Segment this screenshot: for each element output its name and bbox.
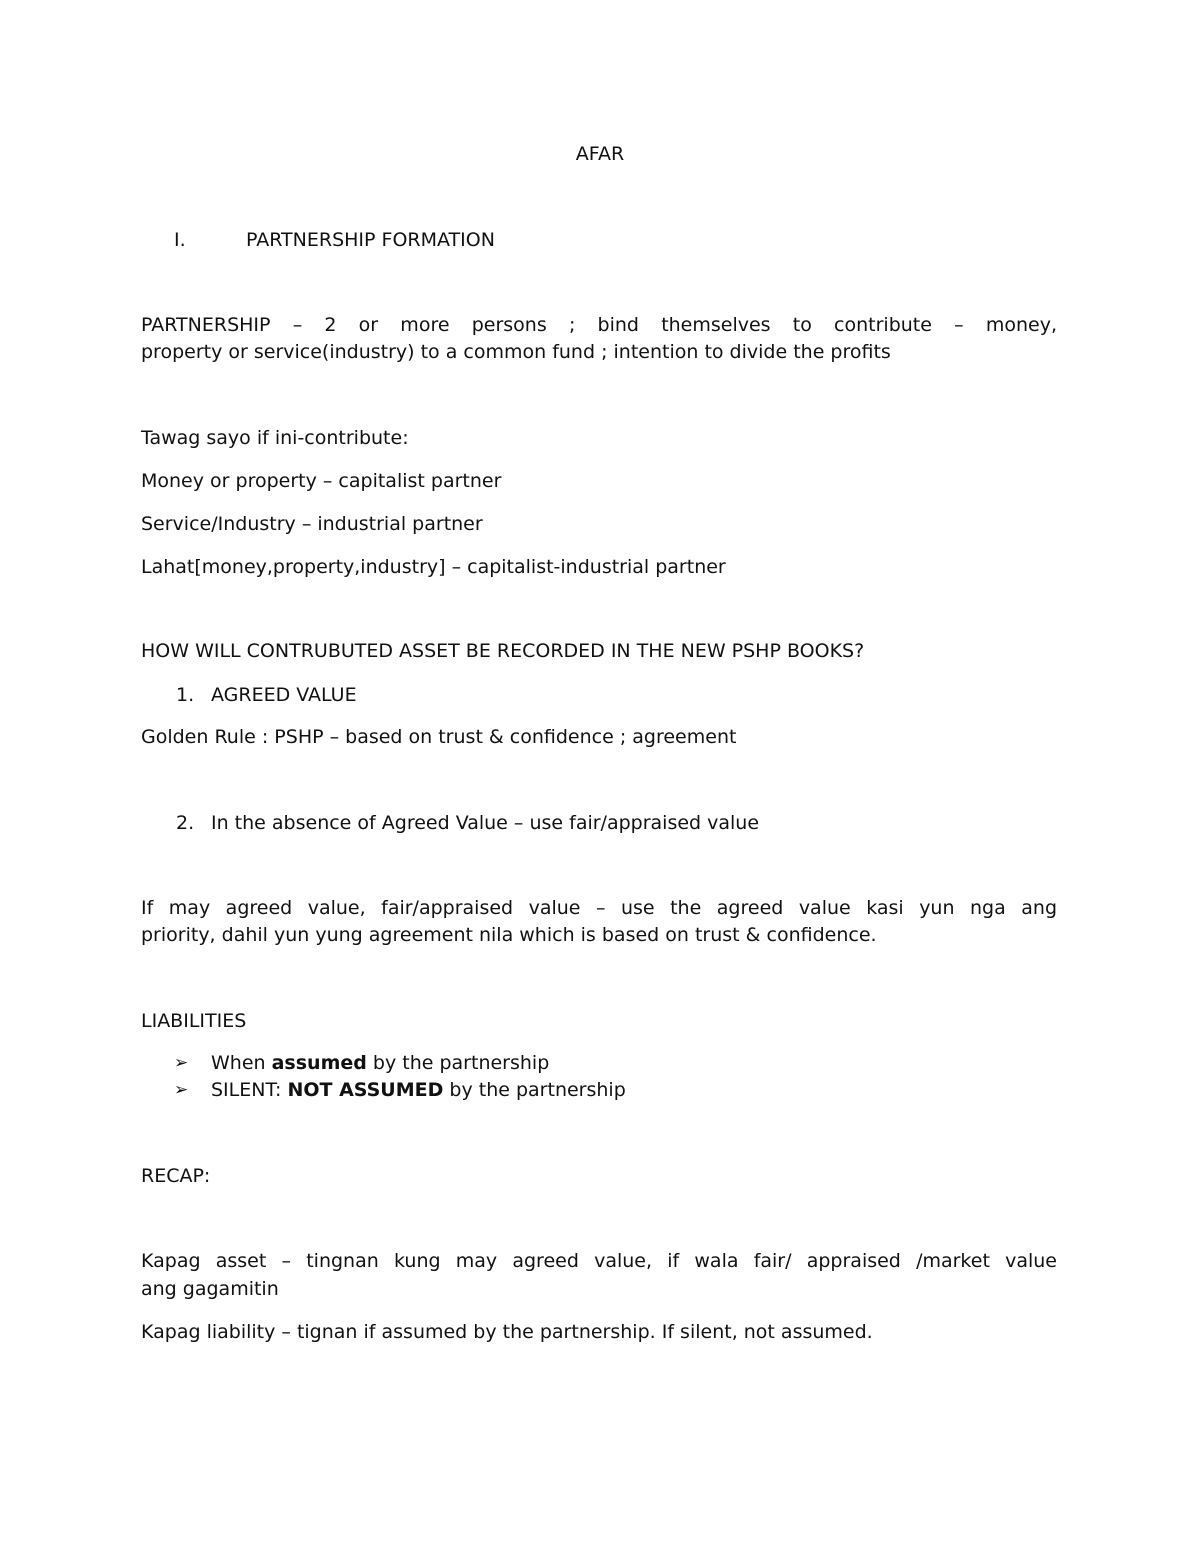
list-item-absence: In the absence of Agreed Value – use fair/appraised value bbox=[211, 812, 760, 834]
list-number: 1. bbox=[176, 684, 195, 706]
recap-heading: RECAP: bbox=[141, 1165, 211, 1187]
list-number: 2. bbox=[176, 812, 195, 834]
bullet-text: SILENT: bbox=[211, 1079, 288, 1101]
definition-line-2: property or service(industry) to a common fund ; intention to divide the profits bbox=[141, 341, 891, 363]
bullet-text: by the partnership bbox=[366, 1052, 550, 1074]
agreed-value-note-line-2: priority, dahil yun yung agreement nila which is based on trust & confidence. bbox=[141, 924, 877, 946]
recap-liability-line: Kapag liability – tignan if assumed by the partnership. If silent, not assumed. bbox=[141, 1321, 873, 1343]
arrow-bullet-icon: ➢ bbox=[174, 1080, 189, 1100]
recording-question: HOW WILL CONTRUBUTED ASSET BE RECORDED IN THE NEW PSHP BOOKS? bbox=[141, 640, 865, 662]
bullet-text: When bbox=[211, 1052, 272, 1074]
bullet-text: by the partnership bbox=[443, 1079, 626, 1101]
list-item-agreed-value: AGREED VALUE bbox=[211, 684, 357, 706]
contribution-item: Lahat[money,property,industry] – capitalist-industrial partner bbox=[141, 556, 726, 578]
recap-asset-line-1: Kapag asset – tingnan kung may agreed value, if wala fair/ appraised /market value bbox=[141, 1250, 1057, 1272]
contribution-item: Money or property – capitalist partner bbox=[141, 470, 502, 492]
recap-asset-line-2: ang gagamitin bbox=[141, 1278, 279, 1300]
liability-bullet-silent bbox=[211, 1076, 626, 1104]
golden-rule: Golden Rule : PSHP – based on trust & confidence ; agreement bbox=[141, 726, 737, 748]
contribution-item: Service/Industry – industrial partner bbox=[141, 513, 483, 535]
arrow-bullet-icon: ➢ bbox=[174, 1053, 189, 1073]
contribution-intro: Tawag sayo if ini-contribute: bbox=[141, 427, 409, 449]
bullet-bold-text: NOT ASSUMED bbox=[287, 1079, 444, 1101]
bullet-bold-text: assumed bbox=[271, 1052, 367, 1074]
liabilities-heading: LIABILITIES bbox=[141, 1010, 247, 1032]
document-title: AFAR bbox=[575, 143, 625, 165]
liability-bullet-assumed bbox=[211, 1049, 549, 1077]
agreed-value-note-line-1: If may agreed value, fair/appraised value – use the agreed value kasi yun nga ang bbox=[141, 897, 1057, 919]
section-heading: PARTNERSHIP FORMATION bbox=[246, 229, 495, 251]
section-numeral: I. bbox=[174, 229, 186, 251]
definition-line-1: PARTNERSHIP – 2 or more persons ; bind themselves to contribute – money, bbox=[141, 314, 1057, 336]
